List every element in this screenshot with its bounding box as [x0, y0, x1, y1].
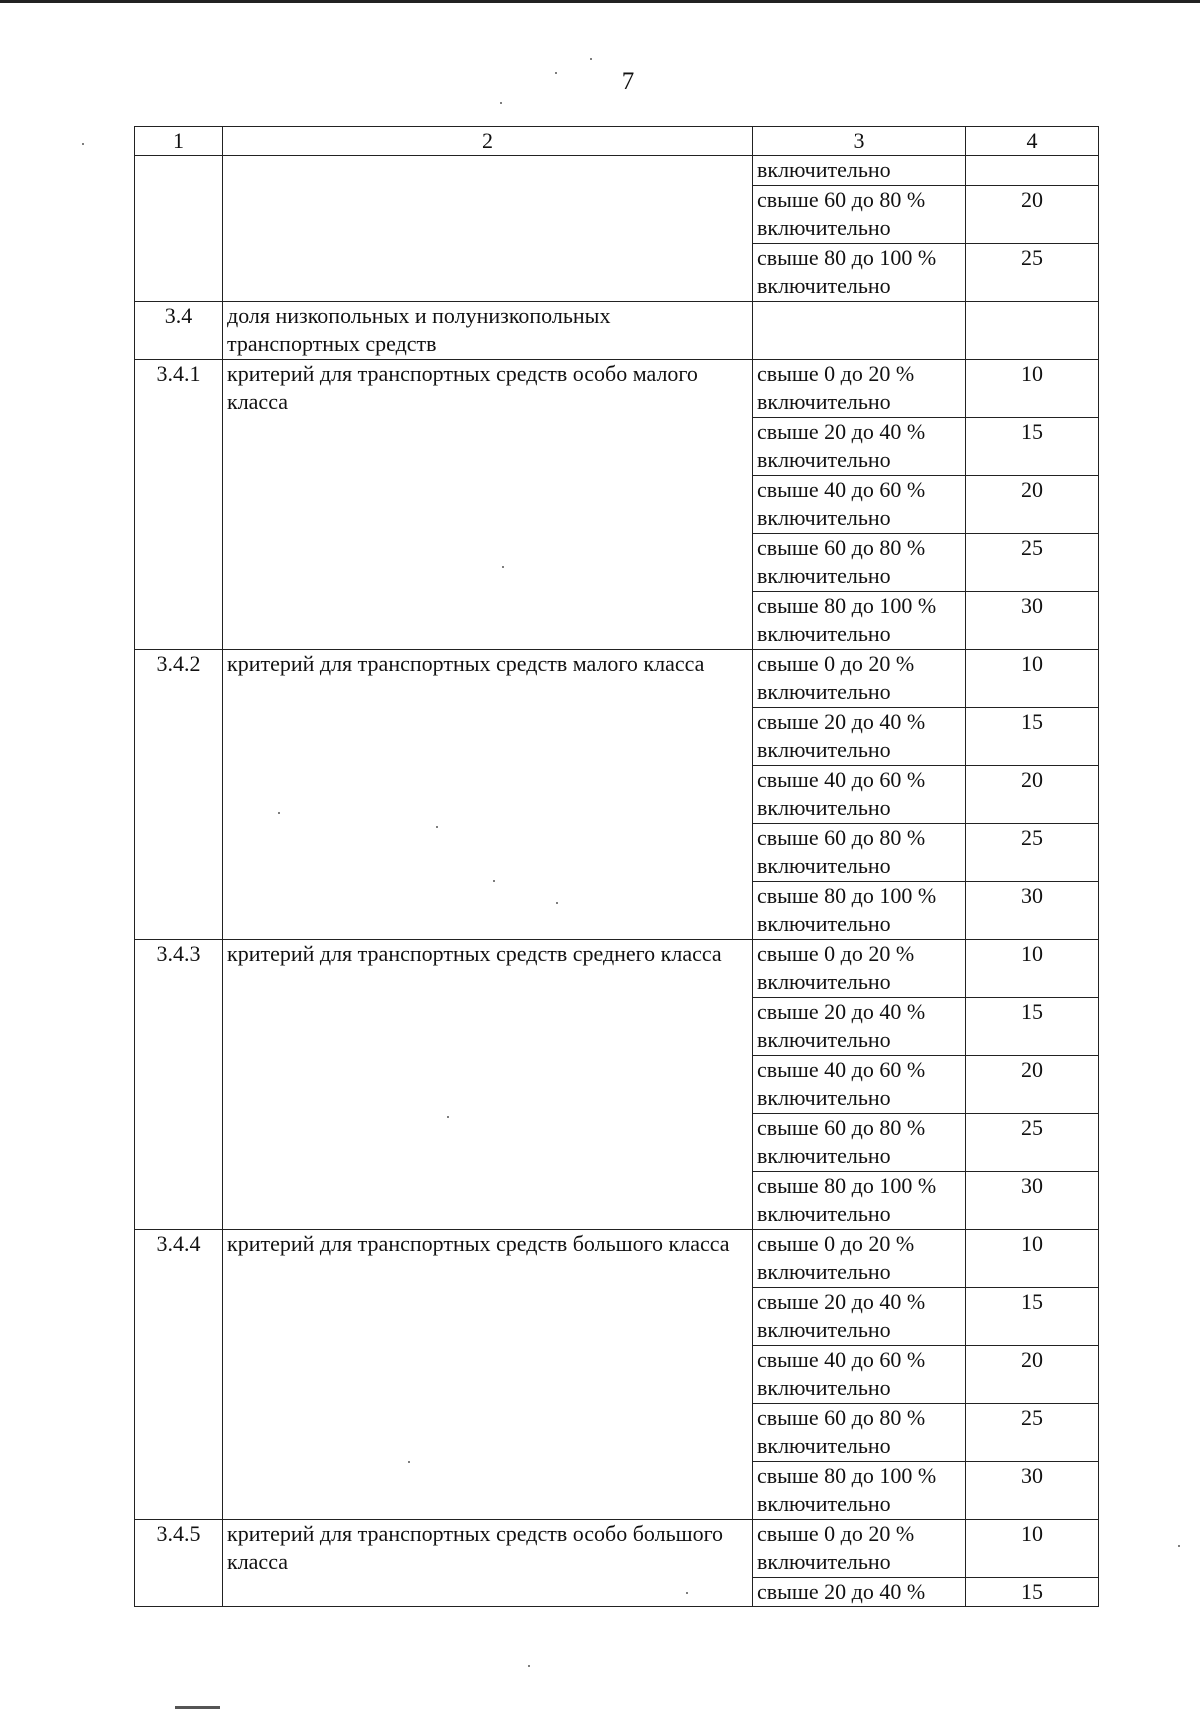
range-text: свыше 60 до 80 %	[757, 186, 926, 212]
score-cell: 25	[966, 243, 1099, 301]
range-text: свыше 80 до 100 %	[757, 882, 937, 908]
range-cell	[753, 1345, 966, 1403]
criterion-cell: критерий для транспортных средств малого класса	[223, 649, 753, 939]
range-cell	[753, 649, 966, 707]
top-rule	[0, 0, 1200, 3]
score-cell: 15	[966, 1287, 1099, 1345]
range-text: свыше 80 до 100 %	[757, 1172, 937, 1198]
scan-mark	[175, 1706, 220, 1709]
range-suffix: включительно	[757, 679, 891, 704]
range-suffix: включительно	[757, 273, 891, 298]
page-number: 7	[621, 68, 635, 95]
score-cell: 25	[966, 823, 1099, 881]
range-text: свыше 40 до 60 %	[757, 1346, 926, 1372]
range-suffix: включительно	[757, 737, 891, 762]
range-text: свыше 40 до 60 %	[757, 766, 926, 792]
range-suffix: включительно	[757, 1085, 891, 1110]
range-text: свыше 80 до 100 %	[757, 592, 937, 618]
scan-speck	[82, 143, 84, 145]
score-cell	[966, 301, 1099, 359]
table-row	[135, 359, 1099, 417]
range-text: свыше 0 до 20 %	[757, 650, 915, 676]
score-cell: 15	[966, 417, 1099, 475]
score-cell: 20	[966, 1345, 1099, 1403]
range-text: свыше 0 до 20 %	[757, 1230, 915, 1256]
column-header: 3	[753, 127, 966, 156]
scan-speck	[555, 72, 557, 74]
range-text: свыше 20 до 40 %	[757, 1288, 926, 1314]
range-text: свыше 20 до 40 %	[757, 418, 926, 444]
range-suffix: включительно	[757, 505, 891, 530]
criterion-cell: критерий для транспортных средств особо большого класса	[223, 1519, 753, 1607]
range-text: свыше 40 до 60 %	[757, 1056, 926, 1082]
range-cell	[753, 1461, 966, 1519]
range-cell	[753, 591, 966, 649]
score-cell: 10	[966, 649, 1099, 707]
range-suffix: включительно	[757, 1143, 891, 1168]
score-cell: 25	[966, 1113, 1099, 1171]
range-suffix: включительно	[757, 853, 891, 878]
range-cell	[753, 823, 966, 881]
range-suffix: включительно	[757, 621, 891, 646]
range-cell	[753, 417, 966, 475]
table-row	[135, 156, 1099, 186]
column-header: 2	[223, 127, 753, 156]
range-text: свыше 40 до 60 %	[757, 476, 926, 502]
score-cell: 15	[966, 997, 1099, 1055]
range-cell	[753, 1113, 966, 1171]
range-cell	[753, 475, 966, 533]
range-cell	[753, 1229, 966, 1287]
range-suffix: включительно	[757, 389, 891, 414]
criterion-cell: критерий для транспортных средств большого класса	[223, 1229, 753, 1519]
range-cell	[753, 707, 966, 765]
score-cell: 25	[966, 1403, 1099, 1461]
range-text: свыше 20 до 40 %	[757, 998, 926, 1024]
range-text: свыше 60 до 80 %	[757, 824, 926, 850]
section-row	[135, 301, 1099, 359]
criterion-cell	[223, 156, 753, 302]
score-cell: 30	[966, 1461, 1099, 1519]
score-cell: 20	[966, 185, 1099, 243]
score-cell: 30	[966, 1171, 1099, 1229]
code-cell: 3.4.1	[135, 359, 223, 649]
criterion-cell: критерий для транспортных средств особо малого класса	[223, 359, 753, 649]
range-cell	[753, 939, 966, 997]
criteria-table	[134, 126, 1099, 1607]
score-cell	[966, 156, 1099, 186]
range-text: свыше 0 до 20 %	[757, 940, 915, 966]
range-suffix: включительно	[757, 1259, 891, 1284]
table-row	[135, 1229, 1099, 1287]
range-cell	[753, 301, 966, 359]
range-cell	[753, 156, 966, 186]
score-cell: 10	[966, 1519, 1099, 1577]
code-cell	[135, 156, 223, 302]
range-suffix: включительно	[757, 563, 891, 588]
range-cell	[753, 1577, 966, 1607]
range-cell	[753, 1403, 966, 1461]
score-cell: 15	[966, 707, 1099, 765]
range-text: свыше 0 до 20 %	[757, 360, 915, 386]
code-cell: 3.4.4	[135, 1229, 223, 1519]
table-header-row	[135, 127, 1099, 156]
range-cell	[753, 533, 966, 591]
criterion-cell: критерий для транспортных средств среднего класса	[223, 939, 753, 1229]
criterion-cell: доля низкопольных и полунизкопольных транспортных средств	[223, 301, 753, 359]
range-cell	[753, 1055, 966, 1113]
range-suffix: включительно	[757, 215, 891, 240]
code-cell: 3.4.3	[135, 939, 223, 1229]
range-text: свыше 20 до 40 %	[757, 1578, 926, 1604]
range-cell	[753, 1171, 966, 1229]
range-suffix: включительно	[757, 795, 891, 820]
range-text: свыше 60 до 80 %	[757, 1404, 926, 1430]
range-cell	[753, 243, 966, 301]
table-row	[135, 1519, 1099, 1577]
range-text: свыше 80 до 100 %	[757, 244, 937, 270]
range-text: свыше 60 до 80 %	[757, 1114, 926, 1140]
range-cell	[753, 765, 966, 823]
column-header: 1	[135, 127, 223, 156]
scan-speck	[500, 102, 502, 104]
range-suffix: включительно	[757, 157, 891, 182]
range-suffix: включительно	[757, 911, 891, 936]
scan-speck	[528, 1665, 530, 1667]
range-text: свыше 80 до 100 %	[757, 1462, 937, 1488]
table-row	[135, 939, 1099, 997]
range-suffix: включительно	[757, 1027, 891, 1052]
score-cell: 25	[966, 533, 1099, 591]
score-cell: 20	[966, 765, 1099, 823]
score-cell: 30	[966, 881, 1099, 939]
range-suffix: включительно	[757, 969, 891, 994]
range-cell	[753, 185, 966, 243]
range-text: свыше 0 до 20 %	[757, 1520, 915, 1546]
scan-speck	[590, 58, 592, 60]
range-cell	[753, 881, 966, 939]
code-cell: 3.4.5	[135, 1519, 223, 1607]
score-cell: 15	[966, 1577, 1099, 1607]
range-text: свыше 20 до 40 %	[757, 708, 926, 734]
range-suffix: включительно	[757, 1317, 891, 1342]
range-cell	[753, 997, 966, 1055]
score-cell: 20	[966, 1055, 1099, 1113]
column-header: 4	[966, 127, 1099, 156]
range-suffix: включительно	[757, 1549, 891, 1574]
scan-speck	[1178, 1545, 1180, 1547]
score-cell: 20	[966, 475, 1099, 533]
range-cell	[753, 1519, 966, 1577]
score-cell: 10	[966, 1229, 1099, 1287]
score-cell: 30	[966, 591, 1099, 649]
table-row	[135, 649, 1099, 707]
range-suffix: включительно	[757, 1375, 891, 1400]
score-cell: 10	[966, 939, 1099, 997]
range-suffix: включительно	[757, 1201, 891, 1226]
score-cell: 10	[966, 359, 1099, 417]
range-text: свыше 60 до 80 %	[757, 534, 926, 560]
range-cell	[753, 359, 966, 417]
range-suffix: включительно	[757, 1433, 891, 1458]
code-cell: 3.4	[135, 301, 223, 359]
range-suffix: включительно	[757, 447, 891, 472]
code-cell: 3.4.2	[135, 649, 223, 939]
range-cell	[753, 1287, 966, 1345]
range-suffix: включительно	[757, 1491, 891, 1516]
